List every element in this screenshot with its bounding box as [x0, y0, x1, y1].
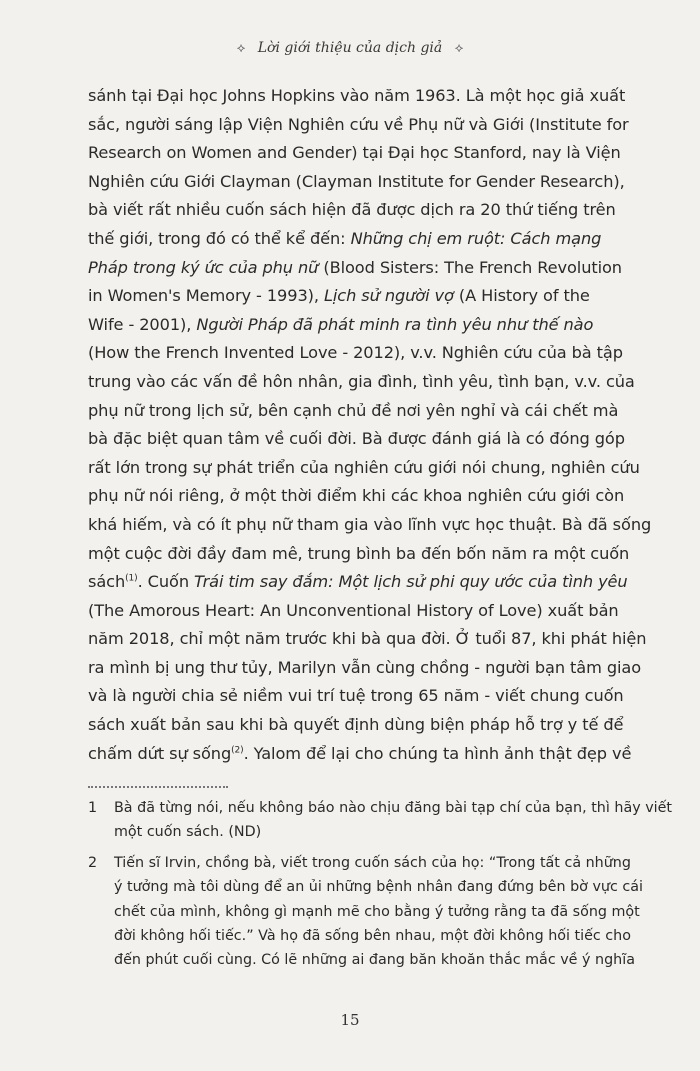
body-line: bà đặc biệt quan tâm về cuối đời. Bà được đánh giá là có đóng góp	[88, 429, 625, 449]
footnote-line: Tiến sĩ Irvin, chồng bà, viết trong cuốn sách của họ: “Trong tất cả những	[114, 854, 631, 871]
body-line: bà viết rất nhiều cuốn sách hiện đã được dịch ra 20 thứ tiếng trên	[88, 200, 616, 220]
body-text-segment: Wife - 2001),	[88, 314, 197, 334]
page-number: 15	[340, 1011, 360, 1029]
ornament-right-icon: ⟡	[454, 41, 464, 56]
body-line: và là người chia sẻ niềm vui trí tuệ trong 65 năm - viết chung cuốn	[88, 686, 624, 706]
footnote-line: đời không hối tiếc.” Và họ đã sống bên nhau, một đời không hối tiếc cho	[114, 928, 631, 945]
body-line: sánh tại Đại học Johns Hopkins vào năm 1963. Là một học giả xuất	[88, 86, 626, 105]
footnotes	[88, 796, 673, 979]
book-title-italic: Người Pháp đã phát minh ra tình yêu như thế nào	[196, 314, 594, 334]
body-line: sắc, người sáng lập Viện Nghiên cứu về Phụ nữ và Giới (Institute for	[88, 114, 629, 134]
footnote-line: chết của mình, không gì mạnh mẽ cho bằng ý tưởng rằng ta đã sống một	[114, 903, 640, 920]
body-line	[88, 254, 633, 283]
body-text-segment: (Blood Sisters: The French Revolution	[318, 257, 622, 277]
body-text-segment: (A History of the	[453, 286, 590, 306]
book-title-italic: Trái tim say đắm: Một lịch sử phi quy ước của tình yêu	[194, 572, 628, 592]
footnote-line: Bà đã từng nói, nếu không báo nào chịu đăng bài tạp chí của bạn, thì hãy viết	[114, 800, 673, 816]
footnote-number: 2	[88, 854, 98, 871]
book-title-italic: Pháp trong ký ức của phụ nữ	[88, 257, 319, 277]
footnote-1	[88, 796, 673, 845]
body-text-segment: . Yalom để lại cho chúng ta hình ảnh thật đẹp về	[243, 743, 632, 763]
book-title-italic: Lịch sử người vợ	[323, 286, 454, 306]
body-line: phụ nữ trong lịch sử, bên cạnh chủ đề nơi yên nghỉ và cái chết mà	[88, 400, 619, 420]
body-line: (How the French Invented Love - 2012), v.v. Nghiên cứu của bà tập	[88, 343, 623, 363]
body-line	[88, 568, 633, 597]
footnote-number: 1	[88, 800, 98, 816]
body-line: năm 2018, chỉ một năm trước khi bà qua đời. Ở tuổi 87, khi phát hiện	[88, 629, 647, 649]
footnote-line: đến phút cuối cùng. Có lẽ những ai đang băn khoăn thắc mắc về ý nghĩa	[114, 952, 635, 969]
body-text-segment: thế giới, trong đó có thể kể đến:	[88, 228, 351, 248]
body-line	[88, 282, 633, 311]
ornament-left-icon: ⟡	[236, 41, 246, 56]
body-line	[88, 740, 633, 769]
footnote-ref-2[interactable]: (2)	[231, 745, 244, 756]
body-text-segment: . Cuốn	[137, 572, 195, 592]
body-line	[88, 225, 633, 254]
body-line: một cuộc đời đầy đam mê, trung bình ba đến bốn năm ra một cuốn	[88, 543, 630, 563]
body-line: ra mình bị ung thư tủy, Marilyn vẫn cùng chồng - người bạn tâm giao	[88, 657, 642, 677]
body-line: phụ nữ nói riêng, ở một thời điểm khi các khoa nghiên cứu giới còn	[88, 486, 625, 506]
body-line: khá hiếm, và có ít phụ nữ tham gia vào lĩnh vực học thuật. Bà đã sống	[88, 514, 652, 534]
footnote-2	[88, 851, 648, 973]
running-header	[0, 40, 700, 56]
body-line	[88, 311, 633, 340]
book-title-italic: Những chị em ruột: Cách mạng	[350, 228, 602, 248]
footnote-ref-1[interactable]: (1)	[125, 573, 138, 584]
body-line: rất lớn trong sự phát triển của nghiên cứu giới nói chung, nghiên cứu	[88, 457, 640, 477]
footnote-line: một cuốn sách. (ND)	[114, 824, 262, 841]
footnote-separator	[88, 786, 228, 788]
body-text-segment: chấm dứt sự sống	[88, 743, 232, 763]
body-text-segment: in Women's Memory - 1993),	[88, 286, 324, 306]
body-line: Research on Women and Gender) tại Đại học Stanford, nay là Viện	[88, 143, 621, 163]
body-text-segment: sách	[88, 572, 126, 592]
footnote-line: ý tưởng mà tôi dùng để an ủi những bệnh nhân đang đứng bên bờ vực cái	[114, 879, 643, 896]
body-text	[88, 82, 652, 768]
body-line: trung vào các vấn đề hôn nhân, gia đình, tình yêu, tình bạn, v.v. của	[88, 371, 635, 391]
running-header-title: Lời giới thiệu của dịch giả	[257, 40, 443, 56]
body-line: Nghiên cứu Giới Clayman (Clayman Institute for Gender Research),	[88, 171, 625, 191]
body-line: sách xuất bản sau khi bà quyết định dùng biện pháp hỗ trợ y tế để	[88, 715, 624, 735]
body-line: (The Amorous Heart: An Unconventional History of Love) xuất bản	[88, 600, 619, 620]
